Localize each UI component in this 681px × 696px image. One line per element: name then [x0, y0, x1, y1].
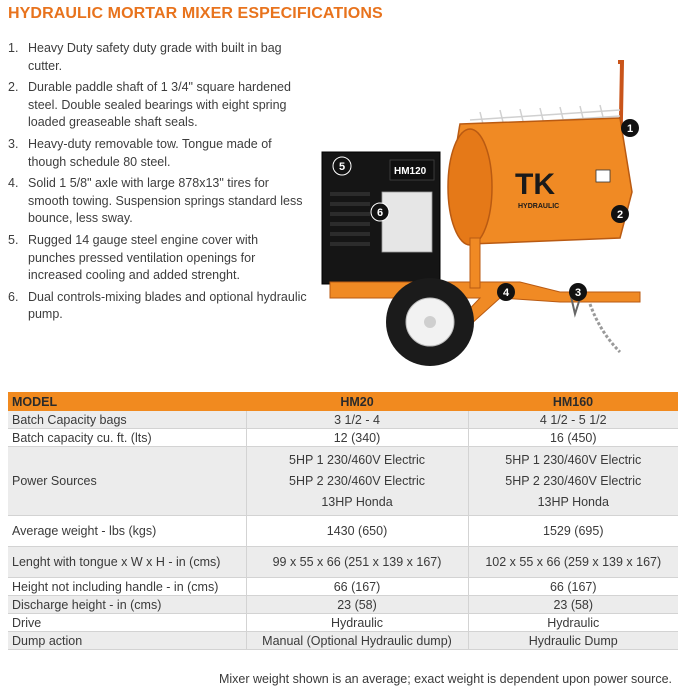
feature-text: Solid 1 5/8" axle with large 878x13" tires for smooth towing. Suspension springs standard less bounce, less sway.	[28, 176, 303, 226]
table-row: Power Sources 5HP 1 230/460V Electric 5HP 2 230/460V Electric 13HP Honda 5HP 1 230/460V Electric 5HP 2 230/460V Electric 13HP Honda	[8, 447, 678, 516]
list-item: 3. Heavy-duty removable tow. Tongue made of though schedule 80 steel.	[8, 136, 272, 169]
feature-text: Heavy-duty removable tow. Tongue made of though schedule 80 steel.	[28, 136, 272, 169]
table-row: Drive Hydraulic Hydraulic	[8, 614, 678, 632]
svg-text:HYDRAULIC: HYDRAULIC	[518, 203, 560, 210]
table-row: Dump action Manual (Optional Hydraulic dump) Hydraulic Dump	[8, 632, 678, 650]
table-row: Lenght with tongue x W x H - in (cms) 99 x 55 x 66 (251 x 139 x 167) 102 x 55 x 66 (259 x 139 x 167)	[8, 547, 678, 578]
feature-text: Heavy Duty safety duty grade with built in bag cutter.	[28, 41, 282, 73]
table-row: Batch capacity cu. ft. (lts) 12 (340) 16 (450)	[8, 429, 678, 447]
svg-text:4: 4	[502, 287, 510, 299]
table-row: Batch Capacity bags 3 1/2 - 4 4 1/2 - 5 1/2	[8, 411, 678, 429]
svg-text:3: 3	[574, 287, 582, 299]
brand-logo	[515, 168, 559, 210]
feature-text: Durable paddle shaft of 1 3/4" square hardened steel. Double sealed bearings with eight spring loaded greaseable shaft seals.	[28, 80, 291, 130]
callout-6	[371, 203, 389, 221]
footnote: Mixer weight shown is an average; exact weight is dependent upon power source.	[218, 672, 672, 686]
callout-3	[569, 283, 587, 301]
svg-text:TK: TK	[515, 168, 555, 201]
callout-5	[333, 157, 351, 175]
list-item: 4. Solid 1 5/8" axle with large 878x13" tires for smooth towing. Suspension springs standard less bounce, less sway.	[8, 176, 303, 226]
svg-text:2: 2	[616, 209, 624, 221]
list-item: 2. Durable paddle shaft of 1 3/4" square hardened steel. Double sealed bearings with eight spring loaded greaseable shaft seals.	[8, 80, 291, 130]
table-row: Height not including handle - in (cms) 66 (167) 66 (167)	[8, 578, 678, 596]
feature-text: Rugged 14 gauge steel engine cover with punches pressed ventilation openings for increased cooling and added strenght.	[28, 232, 259, 283]
table-row: Average weight - lbs (kgs) 1430 (650) 1529 (695)	[8, 516, 678, 547]
svg-text:1: 1	[626, 123, 634, 135]
column-header-model: MODEL	[8, 392, 246, 411]
table-row: Discharge height - in (cms) 23 (58) 23 (58)	[8, 596, 678, 614]
feature-list	[8, 40, 308, 328]
list-item: 5. Rugged 14 gauge steel engine cover with punches pressed ventilation openings for increased cooling and added strenght.	[8, 232, 259, 283]
list-item: 1. Heavy Duty safety duty grade with built in bag cutter.	[8, 41, 282, 73]
list-item: 6. Dual controls-mixing blades and optional hydraulic pump.	[8, 289, 307, 322]
page-title: HYDRAULIC MORTAR MIXER ESPECIFICATIONS	[8, 5, 383, 22]
svg-text:6: 6	[376, 207, 384, 219]
callout-2	[611, 205, 629, 223]
spec-table	[8, 392, 678, 650]
column-header-hm160: HM160	[468, 392, 678, 411]
table-header-row	[8, 392, 678, 411]
svg-text:5: 5	[338, 161, 346, 173]
mortar-mixer-image	[320, 52, 672, 384]
callout-4	[497, 283, 515, 301]
feature-text: Dual controls-mixing blades and optional hydraulic pump.	[28, 289, 307, 322]
column-header-hm20: HM20	[246, 392, 468, 411]
callout-1	[621, 119, 639, 137]
engine-label: HM120	[394, 166, 427, 177]
